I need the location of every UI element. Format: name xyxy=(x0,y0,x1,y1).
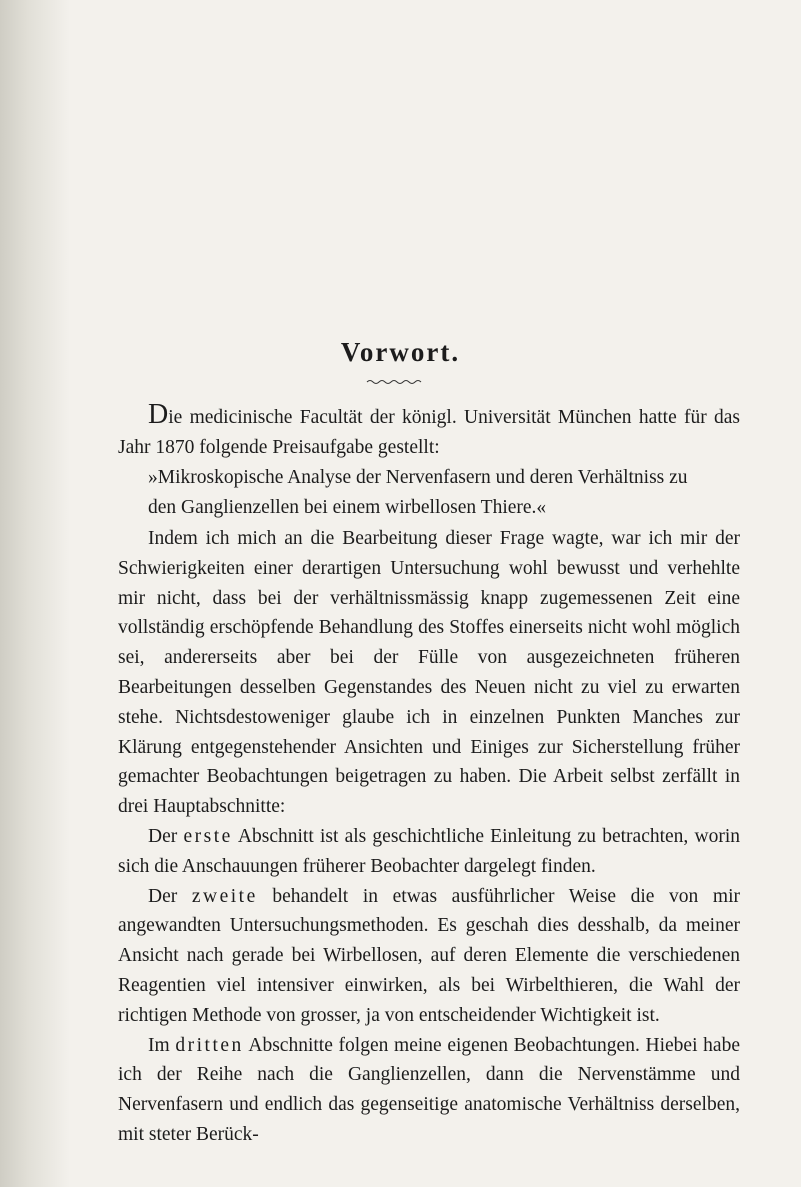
drop-cap: D xyxy=(148,399,169,430)
prize-question-quote xyxy=(148,463,718,523)
intro-paragraph: Indem ich mich an die Bearbeitung dieser Frage wagte, war ich mir der Schwierigkeiten einer derartigen Untersuchung wohl bewusst und verhehlte mir nicht, dass bei der verhältnissmässig knapp zugemessenen Zeit eine vollständig erschöpfende Behandlung des Stoffes einerseits nicht wohl möglich sei, andererseits aber bei der Fülle von ausgezeichneten früheren Bearbeitungen desselben Gegenstandes des Neuen nicht zu viel zu erwarten stehe. Nichtsdestoweniger glaube ich in einzelnen Punkten Manches zur Klärung entgegenstehender Ansichten und Einiges zur Sicherstellung früher gemachter Beobachtungen beigetragen zu haben. Die Arbeit selbst zerfällt in drei Hauptabschnitte: xyxy=(118,528,740,818)
page-title: Vorwort. xyxy=(340,337,461,367)
page-edge-shadow xyxy=(0,0,70,1187)
main-body xyxy=(118,524,740,1150)
second-section-paragraph: Der zweite behandelt in etwas ausführlicher Weise die von mir angewandten Untersuchungsmethoden. Es geschah dies desshalb, da meiner Ansicht nach gerade bei Wirbellosen, auf deren Elemente die verschiedenen Reagentien viel intensiver einwirken, als bei Wirbelthieren, die Wahl der richtigen Methode von grosser, ja von entscheidender Wichtigkeit ist. xyxy=(118,885,741,1026)
wavy-rule-ornament xyxy=(365,378,425,386)
opening-paragraph xyxy=(118,401,740,463)
emphasis-dritten: dritten xyxy=(175,1034,244,1056)
opening-text: ie medicinische Facultät der königl. Universität München hatte für das Jahr 1870 folgende Preisaufgabe gestellt: xyxy=(118,407,740,458)
third-section-paragraph: Im dritten Abschnitte folgen meine eigenen Beobachtungen. Hiebei habe ich der Reihe nach die Ganglienzellen, dann die Nervenstämme und Nervenfasern und endlich das gegenseitige anatomische Verhältniss derselben, mit steter Berück- xyxy=(118,1034,740,1145)
emphasis-erste: erste xyxy=(183,825,233,847)
first-section-paragraph: Der erste Abschnitt ist als geschichtliche Einleitung zu betrachten, worin sich die Anschauungen früherer Beobachter dargelegt finden. xyxy=(118,825,740,877)
emphasis-zweite: zweite xyxy=(191,885,258,907)
quote-text: »Mikroskopische Analyse der Nervenfasern und deren Verhältniss zu den Ganglienzellen bei einem wirbellosen Thiere.« xyxy=(148,467,688,518)
